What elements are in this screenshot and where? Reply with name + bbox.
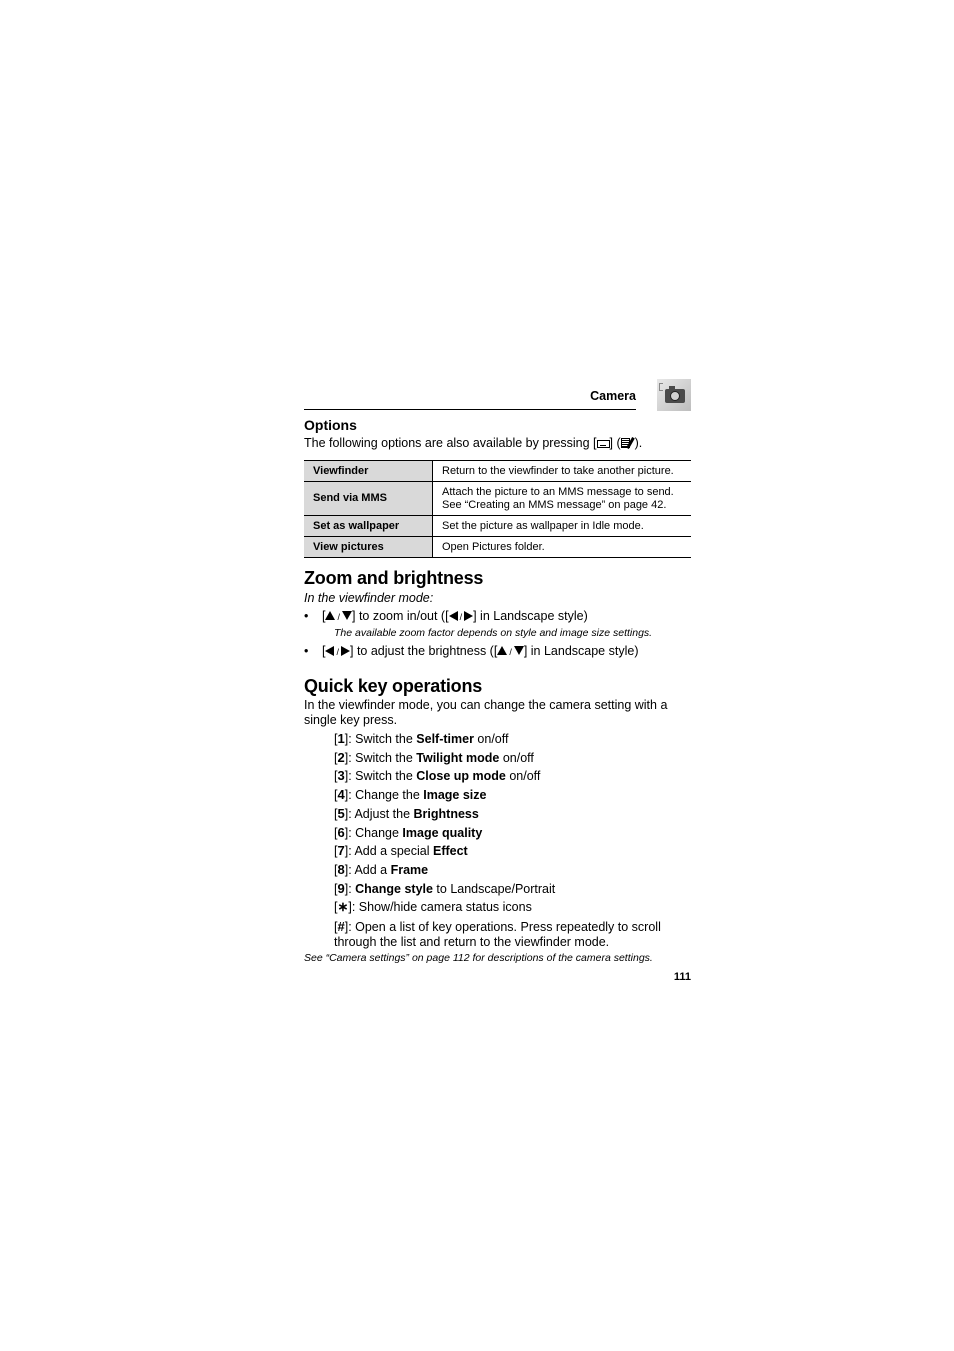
memo-icon [621,437,635,449]
zoom-note: The available zoom factor depends on style and image size settings. [334,627,653,639]
options-heading: Options [304,417,357,433]
key-item: [8]: Add a Frame [334,861,429,877]
page-number: 111 [673,971,691,984]
key-item: [4]: Change the Image size [334,787,487,803]
option-name: Viewfinder [304,461,433,482]
table-row [304,516,691,537]
key-item: [7]: Add a special Effect [334,843,468,859]
key-list [334,730,691,950]
zoom-heading: Zoom and brightness [304,568,484,588]
key-item: [5]: Adjust the Brightness [334,805,479,821]
softkey-icon [597,440,610,448]
zoom-bullet: • [ / ] to zoom in/out ([ / ] in Landscape style) [304,609,588,623]
option-name: Send via MMS [304,482,433,516]
option-name: Set as wallpaper [304,516,433,537]
quick-keys-heading: Quick key operations [304,676,483,696]
left-arrow-icon [449,611,458,621]
page-header [304,378,691,412]
camera-icon [657,379,691,411]
down-arrow-icon [342,611,352,620]
options-intro: The following options are also available by pressing [ ] ( ). [304,436,643,450]
up-arrow-icon [325,611,335,620]
key-item: [3]: Switch the Close up mode on/off [334,768,541,784]
right-arrow-icon [464,611,473,621]
right-arrow-icon [341,646,350,656]
option-description: Return to the viewfinder to take another picture. [433,461,692,482]
key-item: [#]: Open a list of key operations. Press repeatedly to scroll through the list and return to the viewfinder mode. [334,919,661,950]
option-description: Open Pictures folder. [433,537,692,558]
brightness-bullet: • [ / ] to adjust the brightness ([ / ] in Landscape style) [304,644,639,658]
key-item: [1]: Switch the Self-timer on/off [334,731,509,746]
table-row [304,461,691,482]
footnote: See “Camera settings” on page 112 for descriptions of the camera settings. [304,952,653,965]
options-table [304,460,691,558]
section-title: Camera [590,389,636,403]
option-description: Set the picture as wallpaper in Idle mode. [433,516,692,537]
key-item: [∗]: Show/hide camera status icons [334,899,532,915]
table-row [304,537,691,558]
option-name: View pictures [304,537,433,558]
key-item: [2]: Switch the Twilight mode on/off [334,749,534,765]
option-description: Attach the picture to an MMS message to send. See “Creating an MMS message” on page 42. [433,482,692,516]
header-rule [304,409,636,410]
key-item: [6]: Change Image quality [334,824,483,840]
viewfinder-mode-note: In the viewfinder mode: [304,591,434,605]
left-arrow-icon [325,646,334,656]
quick-keys-intro: In the viewfinder mode, you can change the camera setting with a single key press. [304,698,668,727]
up-arrow-icon [497,646,507,655]
down-arrow-icon [514,646,524,655]
table-row [304,482,691,516]
key-item: [9]: Change style to Landscape/Portrait [334,880,556,896]
manual-page [304,378,691,983]
